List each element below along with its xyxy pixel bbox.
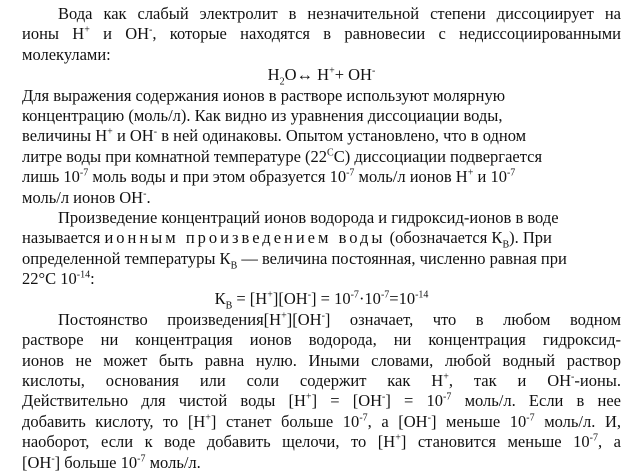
paragraph-2-line-4: литре воды при комнатной температуре $(22^СС)$ диссоциации подвергается [22,146,543,166]
paragraph-1-line-2: ионы Н+ и ОН-, которые находятся в равновесии с недиссоциированными [22,24,621,44]
paragraph-4-line-4: кислоты, основания или соли содержит как Н+, так и ОН--ионы. [22,371,621,391]
paragraph-4-line-8: [ОН-] больше $10^{-7}$ моль/л. [22,452,201,472]
ionic-product-term: ионным произведением воды [104,228,386,248]
paragraph-4-line-2: растворе ни концентрация ионов водорода, ни концентрация гидроксид- [22,330,621,350]
paragraph-3-line-2: называется ионным произведением воды (обозначается $К_В$). При [22,228,552,251]
paragraph-4-line-3: ионов не может быть равна нулю. Иными словами, любой водный раствор [22,350,621,370]
paragraph-1-line-1: Вода как слабый электролит в незначительной степени диссоциирует на [58,4,621,23]
paragraph-3-line-1: Произведение концентраций ионов водорода и гидроксид-ионов в воде [58,207,559,227]
paragraph-3-line-4: 22°С $10^{-14}$: [22,269,95,289]
paragraph-4-line-5: Действительно для чистой воды $[Н^+] = [ОН^-] = 10^{-7}$ моль/л. Если в нее [22,391,621,411]
paragraph-4-line-7: наоборот, если к воде добавить щелочи, то [Н+] становится меньше $10^{-7}$, а [22,432,621,452]
paragraph-2-line-6: моль/л ионов ОН-. [22,187,151,207]
paragraph-1-line-3: молекулами: [22,44,111,64]
paragraph-2-line-2: концентрацию (моль/л). Как видно из уравнения диссоциации воды, [22,105,503,125]
paragraph-3-line-3: определенной температуры $К_В$ — величина постоянная, численно равная при [22,248,567,271]
ionic-product-equation: $К_В = [Н^+][ОН^-] = 10^{-7}\cdot 10^{-7}=10^{-14}$ [214,289,429,312]
paragraph-2-line-5: лишь $10^{-7}$ моль воды и при этом образуется $10^{-7}$ моль/л ионов Н+ и $10^{-7}$ [22,167,516,187]
paragraph-4-line-6: добавить кислоту, то [Н+] станет больше $10^{-7}$, а [ОН-] меньше $10^{-7}$ моль/л. И, [22,411,621,431]
dissociation-equation: $Н_2О\leftrightarrow$ Н++ ОН- [267,65,376,88]
paragraph-2-line-3: величины Н+ и ОН- в ней одинаковы. Опытом установлено, что в одном [22,126,527,146]
paragraph-2-line-1: Для выражения содержания ионов в растворе используют молярную [22,85,506,105]
paragraph-4-line-1: Постоянство произведения[Н+][ОН-] означает, что в любом водном [58,309,621,329]
